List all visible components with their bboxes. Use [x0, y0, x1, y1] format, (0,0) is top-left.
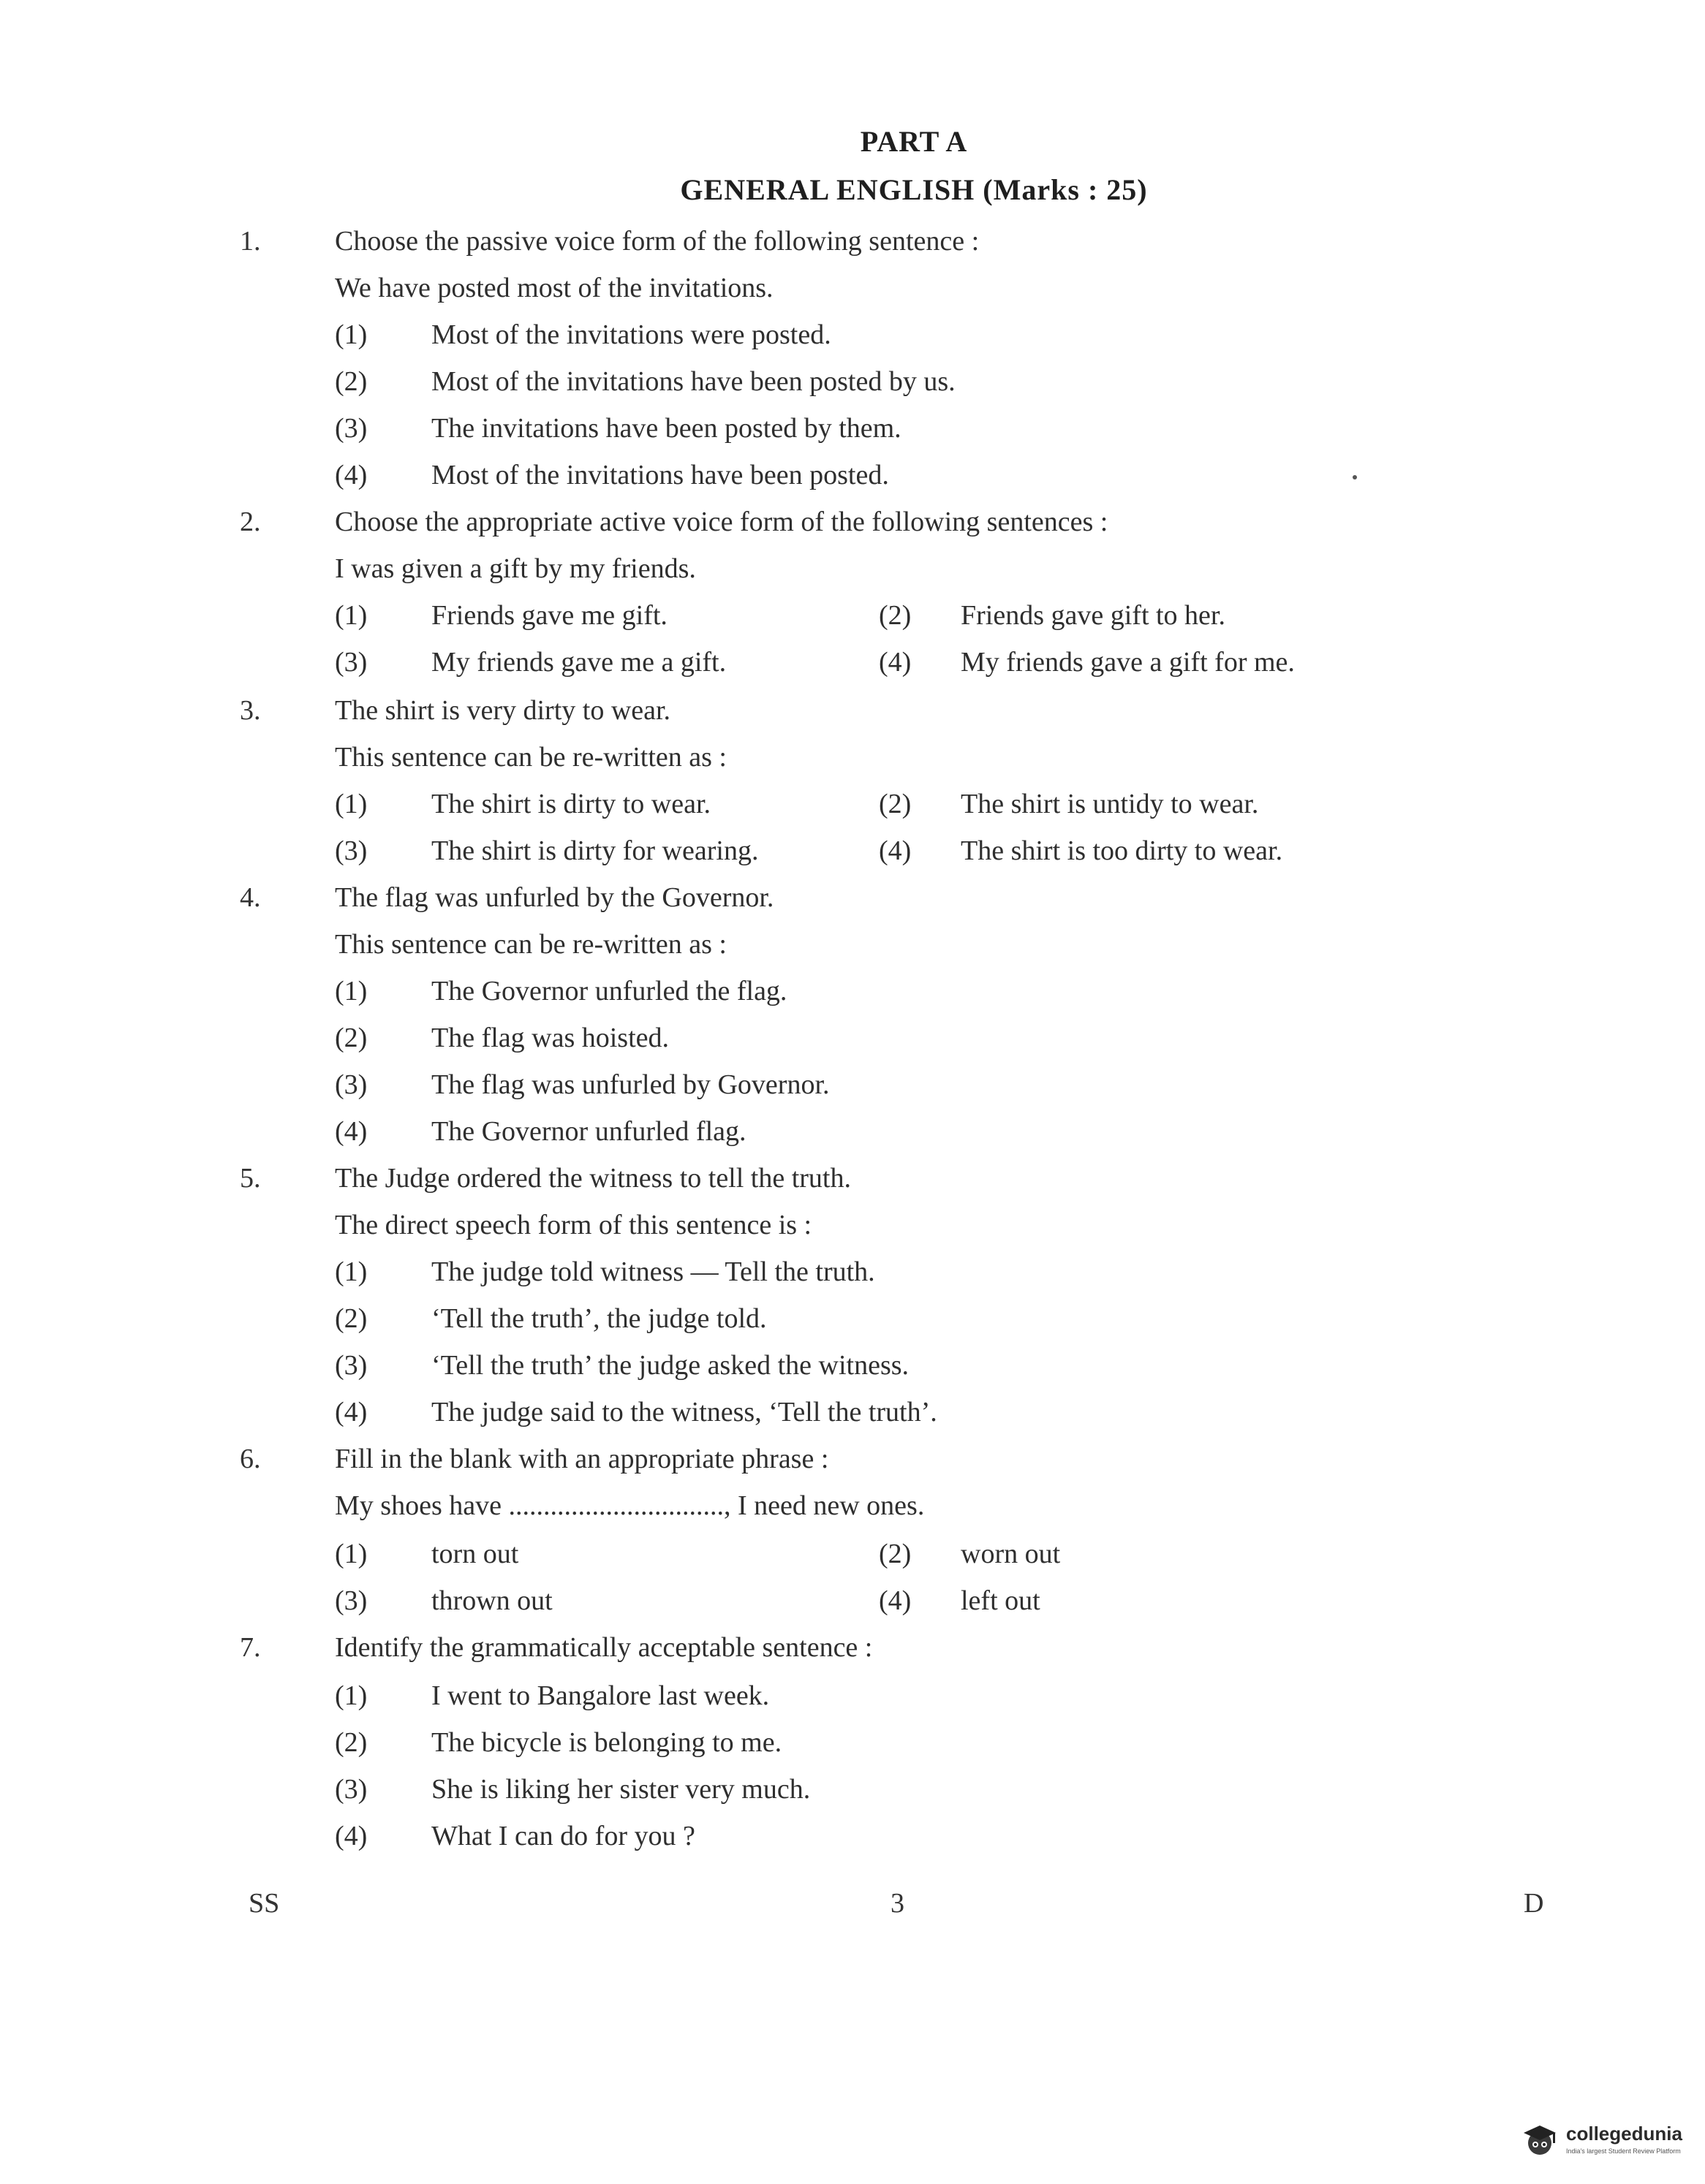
option-number: (3) — [335, 1585, 368, 1616]
option-number: (2) — [879, 789, 912, 819]
option-number: (1) — [335, 319, 368, 350]
section-heading: GENERAL ENGLISH (Marks : 25) — [680, 173, 1148, 206]
watermark-name: collegedunia — [1566, 2123, 1682, 2145]
watermark-tagline: India's largest Student Review Platform — [1566, 2147, 1681, 2155]
option-number: (2) — [879, 600, 912, 631]
stray-dot — [1353, 475, 1357, 479]
option-text: ‘Tell the truth’ the judge asked the witness. — [431, 1350, 910, 1381]
option-text: The Governor unfurled flag. — [431, 1116, 746, 1147]
option-number: (1) — [335, 1539, 368, 1569]
collegedunia-watermark — [1521, 2117, 1696, 2168]
option-number: (2) — [335, 1023, 368, 1053]
option-text: The bicycle is belonging to me. — [431, 1727, 782, 1758]
question-number: 1. — [240, 226, 261, 257]
option-number: (3) — [335, 1350, 368, 1381]
option-number: (4) — [335, 1397, 368, 1427]
option-text: The flag was unfurled by Governor. — [431, 1069, 830, 1100]
option-text: Most of the invitations have been posted by us. — [431, 366, 956, 397]
option-text: thrown out — [431, 1585, 553, 1616]
question-text: Choose the appropriate active voice form of the following sentences : — [335, 507, 1108, 537]
option-text: ‘Tell the truth’, the judge told. — [431, 1303, 767, 1334]
option-number: (3) — [335, 413, 368, 444]
option-number: (3) — [335, 835, 368, 866]
option-text: What I can do for you ? — [431, 1821, 695, 1851]
part-heading: PART A — [860, 125, 968, 158]
option-text: worn out — [961, 1539, 1061, 1569]
footer-series: D — [1524, 1888, 1544, 1919]
option-text: I went to Bangalore last week. — [431, 1680, 770, 1711]
option-text: My friends gave a gift for me. — [961, 647, 1295, 678]
option-number: (1) — [335, 789, 368, 819]
option-number: (4) — [879, 835, 912, 866]
question-number: 6. — [240, 1444, 261, 1474]
option-text: The invitations have been posted by them. — [431, 413, 901, 444]
page-number: 3 — [891, 1888, 904, 1919]
question-number: 2. — [240, 507, 261, 537]
option-number: (1) — [335, 976, 368, 1006]
option-text: The shirt is untidy to wear. — [961, 789, 1259, 819]
footer-code: SS — [249, 1888, 280, 1919]
question-number: 7. — [240, 1632, 261, 1663]
question-number: 3. — [240, 695, 261, 726]
question-text: Fill in the blank with an appropriate phrase : — [335, 1444, 829, 1474]
option-number: (2) — [879, 1539, 912, 1569]
option-number: (4) — [335, 1116, 368, 1147]
question-sentence: We have posted most of the invitations. — [335, 273, 774, 303]
option-number: (2) — [335, 1303, 368, 1334]
option-text: The shirt is dirty for wearing. — [431, 835, 759, 866]
question-number: 5. — [240, 1163, 261, 1194]
option-number: (3) — [335, 1774, 368, 1805]
question-text: The shirt is very dirty to wear. — [335, 695, 671, 726]
option-number: (4) — [335, 1821, 368, 1851]
option-text: left out — [961, 1585, 1040, 1616]
option-text: The flag was hoisted. — [431, 1023, 670, 1053]
question-text: The Judge ordered the witness to tell the truth. — [335, 1163, 851, 1194]
question-sentence: This sentence can be re-written as : — [335, 929, 727, 960]
option-number: (1) — [335, 600, 368, 631]
option-text: Friends gave gift to her. — [961, 600, 1225, 631]
option-text: The shirt is dirty to wear. — [431, 789, 711, 819]
question-sentence: My shoes have ..............................., I need new ones. — [335, 1490, 925, 1521]
option-number: (3) — [335, 1069, 368, 1100]
option-number: (4) — [879, 647, 912, 678]
question-text: Identify the grammatically acceptable sentence : — [335, 1632, 873, 1663]
question-sentence: This sentence can be re-written as : — [335, 742, 727, 773]
option-text: My friends gave me a gift. — [431, 647, 727, 678]
option-text: torn out — [431, 1539, 519, 1569]
option-text: The shirt is too dirty to wear. — [961, 835, 1283, 866]
question-number: 4. — [240, 882, 261, 913]
question-text: The flag was unfurled by the Governor. — [335, 882, 774, 913]
option-number: (2) — [335, 366, 368, 397]
option-text: Friends gave me gift. — [431, 600, 668, 631]
option-text: Most of the invitations have been posted. — [431, 460, 889, 490]
option-text: The judge told witness — Tell the truth. — [431, 1256, 875, 1287]
option-text: She is liking her sister very much. — [431, 1774, 811, 1805]
question-sentence: The direct speech form of this sentence is : — [335, 1210, 812, 1240]
option-text: The judge said to the witness, ‘Tell the truth’. — [431, 1397, 937, 1427]
graduation-cap-logo-icon — [1521, 2121, 1559, 2159]
option-text: Most of the invitations were posted. — [431, 319, 831, 350]
question-text: Choose the passive voice form of the following sentence : — [335, 226, 980, 257]
option-number: (1) — [335, 1256, 368, 1287]
option-number: (4) — [335, 460, 368, 490]
option-number: (4) — [879, 1585, 912, 1616]
option-number: (3) — [335, 647, 368, 678]
question-sentence: I was given a gift by my friends. — [335, 553, 696, 584]
option-text: The Governor unfurled the flag. — [431, 976, 787, 1006]
option-number: (1) — [335, 1680, 368, 1711]
option-number: (2) — [335, 1727, 368, 1758]
